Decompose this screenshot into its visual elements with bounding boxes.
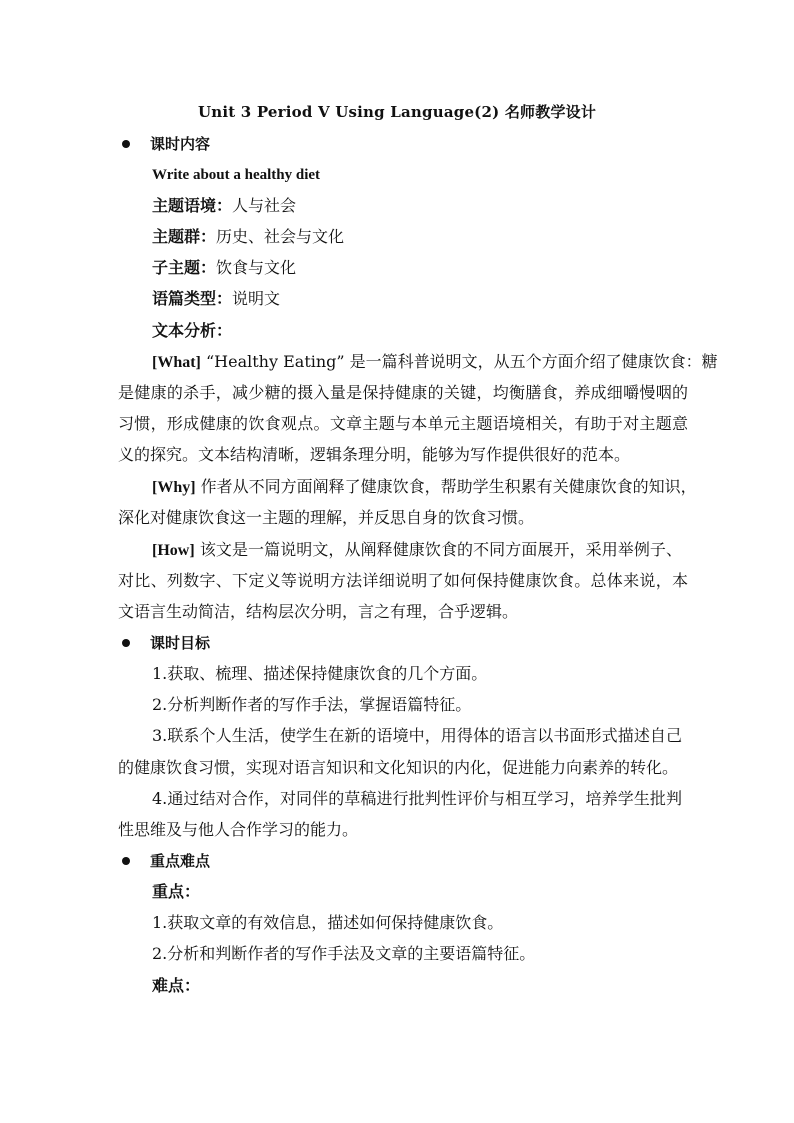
- goal-item: 1.获取、梳理、描述保持健康饮食的几个方面。: [152, 664, 488, 683]
- how-line-1: [152, 539, 682, 562]
- genre-value: 说明文: [232, 289, 281, 308]
- goal-item: 3.联系个人生活，使学生在新的语境中，用得体的语言以书面形式描述自己: [152, 726, 682, 745]
- why-tag: [Why]: [152, 479, 196, 496]
- theme-context-label: 主题语境：: [152, 196, 233, 215]
- how-line-2: 对比、列数字、下定义等说明方法详细说明了如何保持健康饮食。总体来说，本: [118, 571, 688, 590]
- why-line-2: 深化对健康饮食这一主题的理解，并反思自身的饮食习惯。: [118, 508, 535, 527]
- section-heading-key-points: 重点难点: [150, 852, 211, 870]
- bullet-icon: [122, 639, 130, 647]
- genre-label: 语篇类型：: [152, 289, 233, 308]
- goal-item-continued: 性思维及与他人合作学习的能力。: [118, 820, 359, 839]
- sub-theme-label: 子主题：: [152, 258, 217, 277]
- what-line-1: [152, 351, 718, 374]
- genre-line: [152, 288, 682, 310]
- bullet-icon: [122, 140, 130, 148]
- key-item: 2.分析和判断作者的写作手法及文章的主要语篇特征。: [152, 944, 536, 963]
- what-tag: [What]: [152, 354, 201, 371]
- topic-english: Write about a healthy diet: [152, 167, 321, 183]
- how-line-3: 文语言生动简洁，结构层次分明，言之有理，合乎逻辑。: [118, 602, 519, 621]
- theme-group-line: [152, 226, 682, 248]
- difficult-label: 难点：: [152, 976, 201, 995]
- goal-item-continued: 的健康饮食习惯，实现对语言知识和文化知识的内化，促进能力向素养的转化。: [118, 758, 679, 777]
- what-line-2: 是健康的杀手，减少糖的摄入量是保持健康的关键，均衡膳食，养成细嚼慢咽的: [118, 383, 688, 402]
- analysis-label: 文本分析：: [152, 321, 233, 340]
- theme-group-value: 历史、社会与文化: [216, 227, 345, 246]
- key-label: 重点：: [152, 882, 201, 901]
- section-heading-goals: 课时目标: [150, 634, 211, 652]
- why-line-1: [152, 476, 697, 499]
- theme-context-value: 人与社会: [232, 196, 297, 215]
- bullet-icon: [122, 857, 130, 865]
- theme-context-line: [152, 195, 682, 217]
- goal-item: 4.通过结对合作，对同伴的草稿进行批判性评价与相互学习，培养学生批判: [152, 789, 682, 808]
- key-item: 1.获取文章的有效信息，描述如何保持健康饮食。: [152, 913, 504, 932]
- sub-theme-line: [152, 257, 682, 279]
- goal-item: 2.分析判断作者的写作手法，掌握语篇特征。: [152, 695, 472, 714]
- sub-theme-value: 饮食与文化: [216, 258, 297, 277]
- how-text-1: 该文是一篇说明文，从阐释健康饮食的不同方面展开，采用举例子、: [194, 540, 682, 559]
- how-tag: [How]: [152, 542, 195, 559]
- what-text-1: “Healthy Eating” 是一篇科普说明文，从五个方面介绍了健康饮食：糖: [200, 352, 718, 371]
- what-line-4: 义的探究。文本结构清晰，逻辑条理分明，能够为写作提供很好的范本。: [118, 445, 631, 464]
- theme-group-label: 主题群：: [152, 227, 217, 246]
- section-heading-content: 课时内容: [150, 135, 211, 153]
- why-text-1: 作者从不同方面阐释了健康饮食，帮助学生积累有关健康饮食的知识，: [195, 477, 697, 496]
- document-title: Unit 3 Period Ⅴ Using Language(2) 名师教学设计: [197, 103, 597, 121]
- what-line-3: 习惯，形成健康的饮食观点。文章主题与本单元主题语境相关，有助于对主题意: [118, 414, 688, 433]
